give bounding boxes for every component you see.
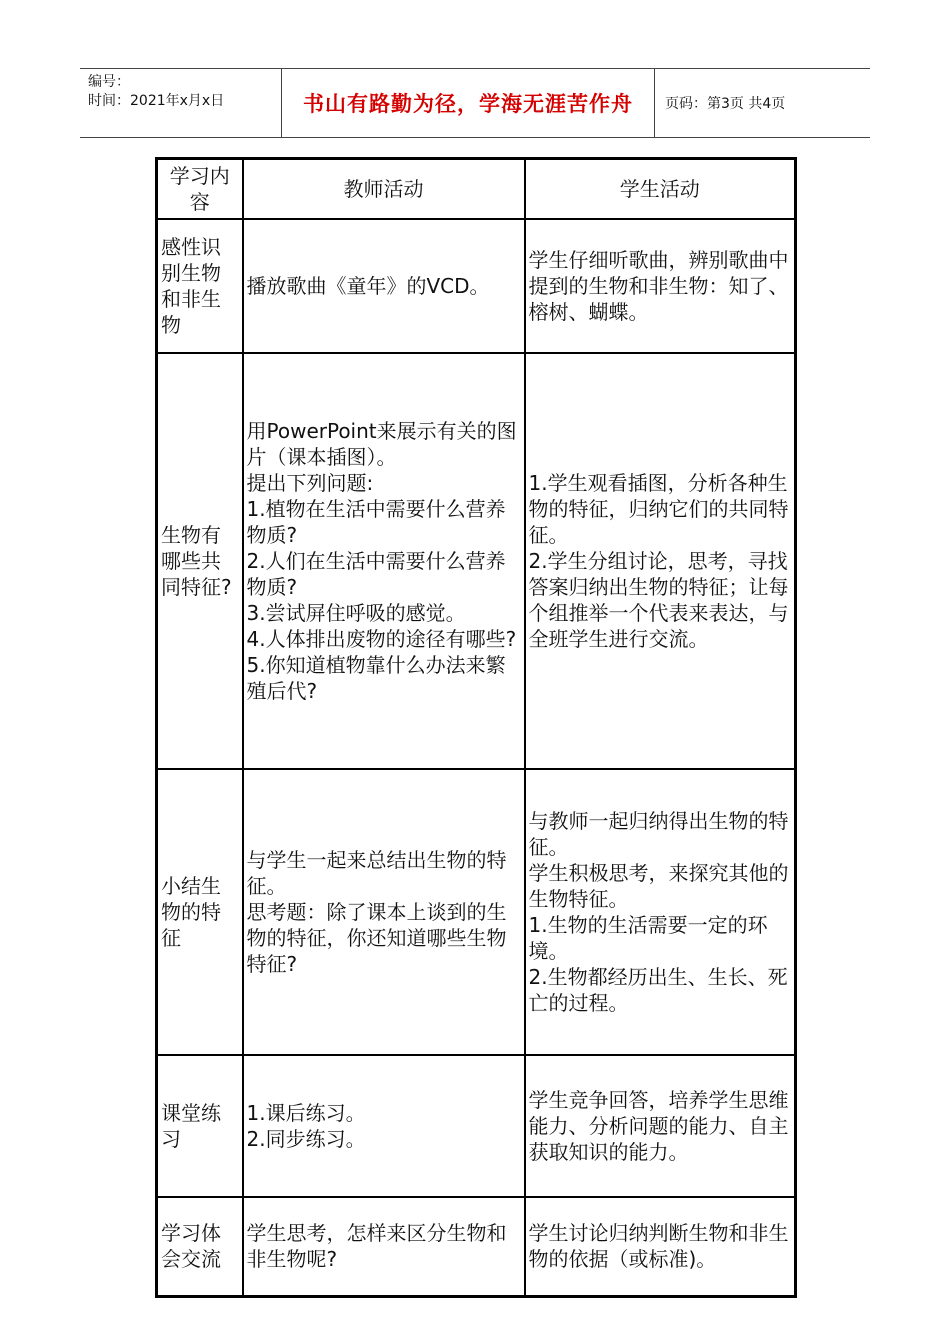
student-line: 学生积极思考，来探究其他的生物特征。 (528, 860, 789, 911)
column-header-student: 学生活动 (525, 159, 796, 219)
table-row (157, 219, 796, 353)
teacher-line: 4.人体排出废物的途径有哪些? (246, 626, 517, 651)
row-student-activity (525, 353, 796, 769)
header-meta (80, 69, 282, 137)
header-motto-cell (282, 69, 655, 137)
student-line: 1.学生观看插图，分析各种生物的特征，归纳它们的共同特征。 (528, 470, 789, 547)
teacher-line: 思考题：除了课本上谈到的生物的特征，你还知道哪些生物特征? (246, 899, 507, 976)
table-row (157, 353, 796, 769)
teacher-line: 2.人们在生活中需要什么营养物质? (246, 548, 506, 599)
table-row (157, 769, 796, 1055)
row-topic: 生物有哪些共同特征? (157, 353, 243, 769)
student-line: 学生讨论归纳判断生物和非生物的依据（或标准)。 (528, 1221, 789, 1272)
row-teacher-activity (243, 1197, 525, 1297)
column-header-teacher: 教师活动 (243, 159, 525, 219)
teacher-line: 5.你知道植物靠什么办法来繁殖后代? (246, 652, 506, 703)
row-topic: 感性识别生物和非生物 (157, 219, 243, 353)
table-row (157, 1197, 796, 1297)
teacher-line: 1.课后练习。 (246, 1100, 366, 1125)
teacher-line: 播放歌曲《童年》的VCD。 (246, 273, 490, 298)
page-info: 页码：第3页 共4页 (665, 96, 786, 112)
row-teacher-activity (243, 219, 525, 353)
column-header-topic: 学习内容 (157, 159, 243, 219)
row-topic: 小结生物的特征 (157, 769, 243, 1055)
row-teacher-activity (243, 1055, 525, 1197)
teacher-line: 2.同步练习。 (246, 1126, 366, 1151)
header-page-info (655, 69, 870, 137)
time-label: 时间：2021年x月x日 (88, 93, 225, 109)
student-line: 与教师一起归纳得出生物的特征。 (528, 808, 789, 859)
teacher-line: 与学生一起来总结出生物的特征。 (246, 847, 507, 898)
student-line: 学生仔细听歌曲，辨别歌曲中提到的生物和非生物：知了、榕树、蝴蝶。 (528, 247, 789, 324)
row-student-activity (525, 219, 796, 353)
motto: 书山有路勤为径，学海无涯苦作舟 (303, 91, 633, 116)
teacher-line: 提出下列问题: (246, 470, 374, 495)
teacher-line: 3.尝试屏住呼吸的感觉。 (246, 600, 466, 625)
row-topic: 学习体会交流 (157, 1197, 243, 1297)
row-teacher-activity (243, 353, 525, 769)
teacher-line: 学生思考，怎样来区分生物和非生物呢? (246, 1221, 507, 1272)
teacher-line: 用PowerPoint来展示有关的图片（课本插图）。 (246, 418, 517, 469)
row-student-activity (525, 1197, 796, 1297)
teacher-line: 1.植物在生活中需要什么营养物质? (246, 496, 506, 547)
page-header (80, 68, 870, 138)
lesson-plan-table (155, 157, 797, 1298)
student-line: 2.生物都经历出生、生长、死亡的过程。 (528, 964, 788, 1015)
row-teacher-activity (243, 769, 525, 1055)
table-header-row (157, 159, 796, 219)
student-line: 学生竞争回答，培养学生思维能力、分析问题的能力、自主获取知识的能力。 (528, 1087, 789, 1164)
student-line: 1.生物的生活需要一定的环境。 (528, 912, 768, 963)
row-topic: 课堂练习 (157, 1055, 243, 1197)
student-line: 2.学生分组讨论，思考，寻找答案归纳出生物的特征；让每个组推举一个代表来表达，与全班学生进行交流。 (528, 548, 789, 651)
serial-label: 编号： (88, 74, 130, 90)
table-row (157, 1055, 796, 1197)
row-student-activity (525, 769, 796, 1055)
row-student-activity (525, 1055, 796, 1197)
